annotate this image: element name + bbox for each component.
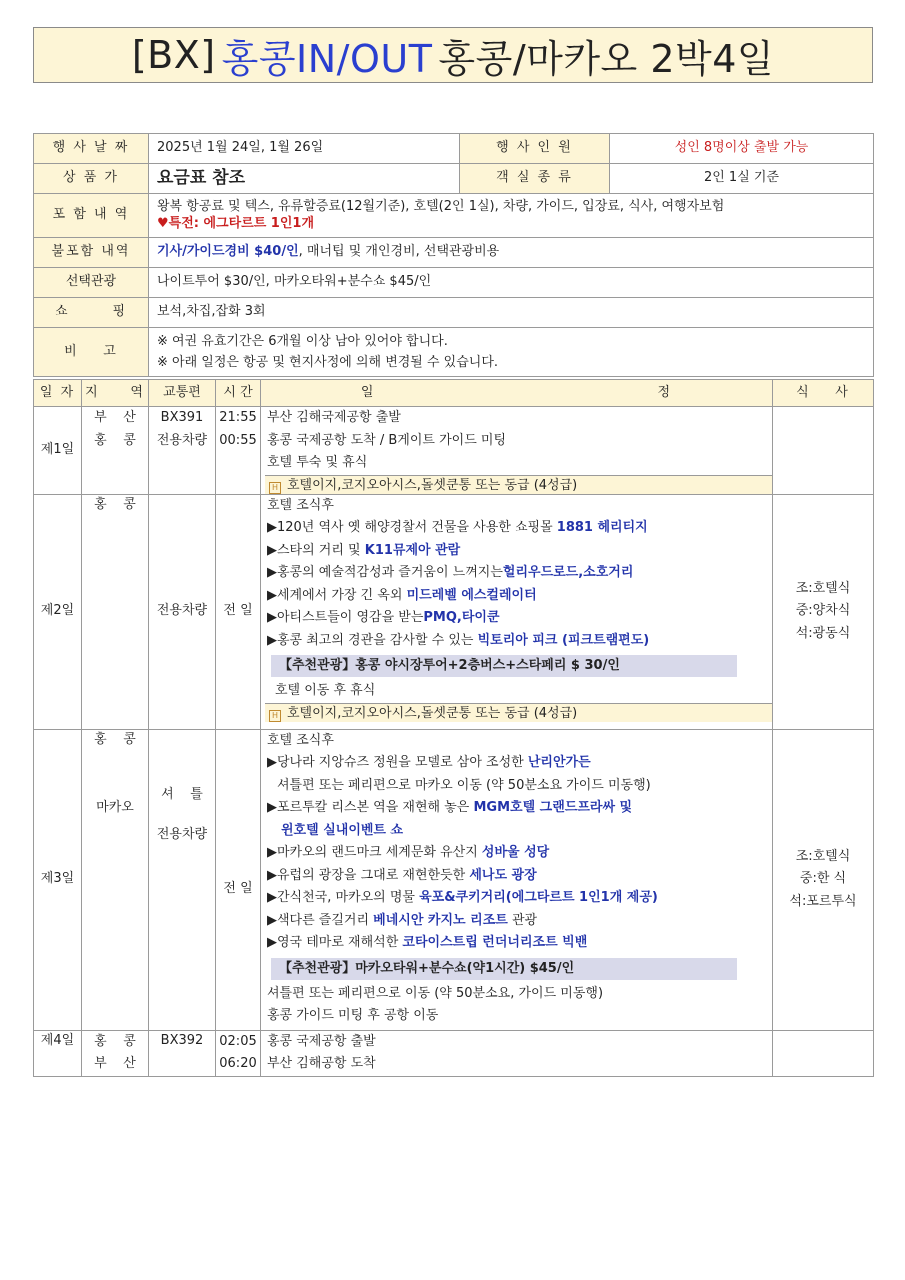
day3-line-1: 호텔 조식후 xyxy=(267,732,334,748)
day4-region-2: 부 산 xyxy=(94,1056,136,1071)
day2-line-6-text: ▶아티스트들이 영감을 받는 xyxy=(267,610,424,625)
day2-line-8: 호텔 이동 후 휴식 xyxy=(275,683,376,698)
day3-meal xyxy=(773,729,874,1030)
day4-label: 제4일 xyxy=(34,1030,82,1076)
day3-line-7-text: ▶유럽의 광장을 그대로 재현한듯한 xyxy=(267,867,470,883)
exclude-label: 불포함 내역 xyxy=(34,238,149,268)
day2-line-1: 호텔 조식후 xyxy=(267,497,334,513)
day1-transport-1: BX391 xyxy=(160,410,204,425)
day3-line-9-tail: 관광 xyxy=(507,912,538,928)
include-cell xyxy=(149,194,874,238)
note-label: 비 고 xyxy=(34,328,149,377)
day3-line-6-highlight: 성바울 성당 xyxy=(481,845,550,860)
info-table xyxy=(33,133,874,377)
day1-line-3: 호텔 투숙 및 휴식 xyxy=(267,455,368,470)
day2-label: 제2일 xyxy=(34,494,82,729)
title-suffix: 홍콩/마카오 2박4일 xyxy=(438,36,775,81)
day1-region-1: 부 산 xyxy=(94,410,136,425)
page-title xyxy=(33,27,873,83)
day3-region-1: 홍 콩 xyxy=(94,731,136,747)
day2-line-5 xyxy=(267,585,770,608)
option-value: 나이트투어 $30/인, 마카오타워+분수쇼 $45/인 xyxy=(149,268,874,298)
note-1: ※ 여권 유효기간은 6개월 이상 남아 있어야 합니다. xyxy=(157,334,448,349)
day4-line-1: 홍콩 국제공항 출발 xyxy=(267,1033,376,1049)
day2-hotel-text: 호텔이지,코지오아시스,돌셋쿤통 또는 동급 (4성급) xyxy=(287,705,578,721)
day4-meal xyxy=(773,1030,874,1076)
day2-line-7 xyxy=(267,630,770,653)
day3-line-6-text: ▶마카오의 랜드마크 세계문화 유산지 xyxy=(267,845,482,860)
day1-line-1: 부산 김해국제공항 출발 xyxy=(267,410,401,425)
info-row-date xyxy=(34,134,874,164)
day3-line-9-text: ▶색다른 즐길거리 xyxy=(267,912,374,928)
day3-line-9-highlight: 베네시안 카지노 리조트 xyxy=(373,912,508,928)
day3-meal-1: 조:호텔식 xyxy=(795,848,851,864)
day4-plan xyxy=(261,1030,773,1076)
day3-transport-1: 셔 틀 xyxy=(161,786,203,802)
day4-row xyxy=(34,1030,874,1076)
day4-region-1: 홍 콩 xyxy=(94,1033,136,1049)
header-day: 일 자 xyxy=(34,380,82,407)
exclude-rest: , 매너팁 및 개인경비, 선택관광비용 xyxy=(298,244,500,260)
day4-line-2: 부산 김해공항 도착 xyxy=(267,1056,376,1071)
day3-meal-2: 중:한 식 xyxy=(799,871,847,887)
shopping-label: 쇼 핑 xyxy=(34,298,149,328)
day3-transport-2: 전용차량 xyxy=(156,826,208,842)
day3-line-9 xyxy=(267,910,770,933)
header-meal: 식 사 xyxy=(773,380,874,407)
include-special: ♥특전: 에그타르트 1인1개 xyxy=(157,215,315,231)
day3-line-5: 윈호텔 실내이벤트 쇼 xyxy=(281,822,404,838)
shopping-value: 보석,차집,잡화 3회 xyxy=(149,298,874,328)
day1-transport xyxy=(149,407,216,495)
day3-line-10-text: ▶영국 테마로 재해석한 xyxy=(267,935,403,950)
day3-line-3: 셔틀편 또는 페리편으로 마카오 이동 (약 50분소요 가이드 미동행) xyxy=(277,777,651,793)
day4-time-1: 02:05 xyxy=(219,1033,257,1049)
day2-line-2-highlight: 1881 헤리티지 xyxy=(556,520,648,535)
day3-meal-3: 석:포르투식 xyxy=(789,893,857,909)
day1-time-2: 00:55 xyxy=(219,432,257,448)
day2-row xyxy=(34,494,874,729)
day4-time xyxy=(216,1030,261,1076)
note-2: ※ 아래 일정은 항공 및 현지사정에 의해 변경될 수 있습니다. xyxy=(157,355,499,370)
day1-region xyxy=(82,407,149,495)
day1-hotel-text: 호텔이지,코지오아시스,돌셋쿤통 또는 동급 (4성급) xyxy=(287,477,578,493)
day2-line-4-text: ▶홍콩의 예술적감성과 즐거움이 느껴지는 xyxy=(267,565,503,580)
day2-plan xyxy=(261,494,773,729)
day3-line-7 xyxy=(267,865,770,888)
day3-line-10-highlight: 코타이스트립 런더너리조트 빅밴 xyxy=(402,935,588,950)
day2-transport: 전용차량 xyxy=(149,494,216,729)
day3-line-4 xyxy=(267,797,770,820)
info-row-include xyxy=(34,194,874,238)
price-value: 요금표 참조 xyxy=(149,164,460,194)
day3-time: 전 일 xyxy=(216,729,261,1030)
schedule-table xyxy=(33,379,874,1077)
day2-line-6-highlight: PMQ,타이쿤 xyxy=(423,610,500,625)
day3-plan xyxy=(261,729,773,1030)
exclude-cell xyxy=(149,238,874,268)
day3-line-4-highlight: MGM호텔 그랜드프라싸 및 xyxy=(473,800,633,815)
day2-line-6 xyxy=(267,607,770,630)
hotel-icon: H xyxy=(269,710,281,722)
day3-line-7-highlight: 세나도 광장 xyxy=(469,867,537,883)
header-transport: 교통편 xyxy=(149,380,216,407)
day3-line-6 xyxy=(267,842,770,865)
room-value: 2인 1실 기준 xyxy=(610,164,874,194)
info-row-note xyxy=(34,328,874,377)
day2-meal-2: 중:양차식 xyxy=(795,603,851,619)
schedule-header xyxy=(34,380,874,407)
day1-plan xyxy=(261,407,773,495)
day3-region-2: 마카오 xyxy=(96,799,134,815)
people-value: 성인 8명이상 출발 가능 xyxy=(610,134,874,164)
header-plan: 일 정 xyxy=(261,380,773,407)
day1-label: 제1일 xyxy=(34,407,82,495)
day2-time: 전 일 xyxy=(216,494,261,729)
price-label: 상 품 가 xyxy=(34,164,149,194)
date-value: 2025년 1월 24일, 1월 26일 xyxy=(149,134,460,164)
day3-region xyxy=(82,729,149,1030)
room-label: 객 실 종 류 xyxy=(460,164,610,194)
day2-line-3-text: ▶스타의 거리 및 xyxy=(267,542,365,558)
day3-line-10 xyxy=(267,932,770,955)
day2-meal xyxy=(773,494,874,729)
exclude-bold: 기사/가이드경비 $40/인 xyxy=(157,244,299,260)
day2-meal-3: 석:광동식 xyxy=(795,625,851,641)
option-label: 선택관광 xyxy=(34,268,149,298)
day1-meal xyxy=(773,407,874,495)
day2-region: 홍 콩 xyxy=(82,494,149,729)
day3-line-2-text: ▶당나라 지앙슈즈 정원을 모델로 삼아 조성한 xyxy=(267,755,528,770)
title-prefix: [BX] xyxy=(131,33,216,77)
day1-time-1: 21:55 xyxy=(219,410,257,425)
day1-hotel xyxy=(265,475,772,494)
day4-transport: BX392 xyxy=(149,1030,216,1076)
day3-line-8-highlight: 육포&쿠키거리(에그타르트 1인1개 제공) xyxy=(419,890,658,905)
day1-transport-2: 전용차량 xyxy=(156,432,208,448)
include-label: 포 함 내 역 xyxy=(34,194,149,238)
day3-line-2-highlight: 난리안가든 xyxy=(527,755,591,770)
include-value: 왕복 항공료 및 텍스, 유류할증료(12월기준), 호텔(2인 1실), 차량, 가이드, 입장료, 식사, 여행자보험 xyxy=(157,199,725,215)
day2-line-5-text: ▶세계에서 가장 긴 옥외 xyxy=(267,587,407,603)
title-highlight: 홍콩IN/OUT xyxy=(221,36,433,81)
day3-line-2 xyxy=(267,752,770,775)
day2-line-2-text: ▶120년 역사 옛 해양경찰서 건물을 사용한 쇼핑몰 xyxy=(267,520,557,535)
info-row-exclude xyxy=(34,238,874,268)
day2-line-5-highlight: 미드레벨 에스컬레이터 xyxy=(406,587,537,603)
day4-region xyxy=(82,1030,149,1076)
day2-line-3-highlight: K11뮤제아 관람 xyxy=(364,542,461,558)
day1-line-2: 홍콩 국제공항 도착 / B게이트 가이드 미팅 xyxy=(267,432,507,448)
info-row-option xyxy=(34,268,874,298)
day2-line-2 xyxy=(267,517,770,540)
day2-recommended-option: 【추천관광】홍콩 야시장투어+2층버스+스타페리 $ 30/인 xyxy=(271,655,737,677)
header-region: 지 역 xyxy=(82,380,149,407)
day3-line-11: 셔틀편 또는 페리편으로 이동 (약 50분소요, 가이드 미동행) xyxy=(267,985,604,1001)
day3-line-8-text: ▶간식천국, 마카오의 명물 xyxy=(267,890,420,905)
day2-meal-1: 조:호텔식 xyxy=(795,580,851,596)
day3-label: 제3일 xyxy=(34,729,82,1030)
day3-row xyxy=(34,729,874,1030)
hotel-icon: H xyxy=(269,482,281,494)
people-label: 행 사 인 원 xyxy=(460,134,610,164)
day2-line-7-highlight: 빅토리아 피크 (피크트램편도) xyxy=(477,632,650,648)
day2-hotel xyxy=(265,703,772,722)
day1-region-2: 홍 콩 xyxy=(94,432,136,448)
day1-row xyxy=(34,407,874,495)
day2-line-4 xyxy=(267,562,770,585)
header-time: 시 간 xyxy=(216,380,261,407)
note-cell xyxy=(149,328,874,377)
day1-time xyxy=(216,407,261,495)
day3-line-8 xyxy=(267,887,770,910)
info-row-shopping xyxy=(34,298,874,328)
day3-line-12: 홍콩 가이드 미팅 후 공항 이동 xyxy=(267,1008,439,1023)
day4-time-2: 06:20 xyxy=(219,1056,257,1071)
day3-recommended-option: 【추천관광】마카오타워+분수쇼(약1시간) $45/인 xyxy=(271,958,737,980)
day3-transport xyxy=(149,729,216,1030)
day2-line-4-highlight: 헐리우드로드,소호거리 xyxy=(502,565,634,580)
day3-line-4-text: ▶포르투칼 리스본 역을 재현해 놓은 xyxy=(267,800,474,815)
day2-line-7-text: ▶홍콩 최고의 경관을 감사할 수 있는 xyxy=(267,632,478,648)
day2-line-3 xyxy=(267,540,770,563)
info-row-price xyxy=(34,164,874,194)
date-label: 행 사 날 짜 xyxy=(34,134,149,164)
